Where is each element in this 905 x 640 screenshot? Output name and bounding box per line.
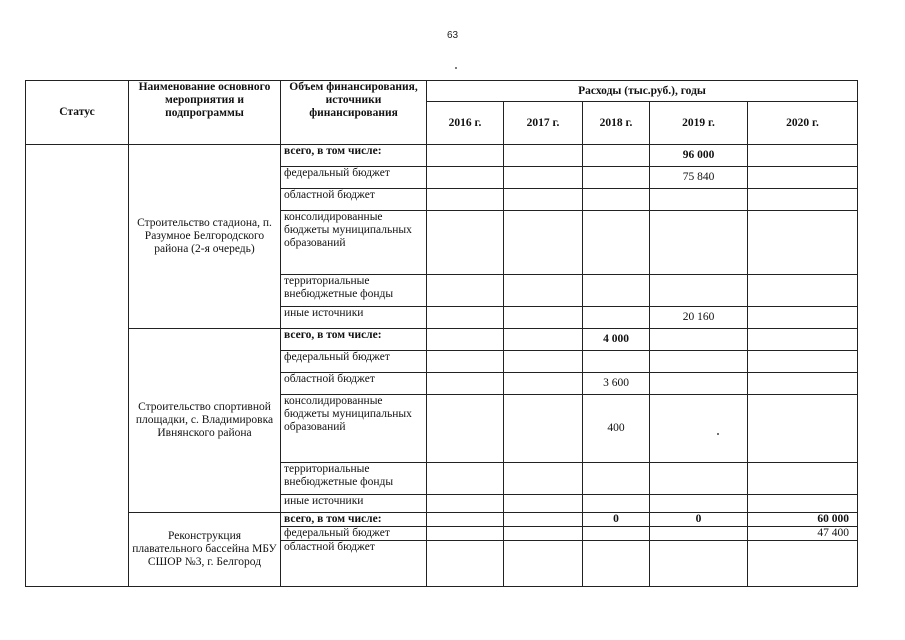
value-cell (583, 189, 650, 211)
funding-source: федеральный бюджет (281, 527, 427, 541)
value-cell (504, 145, 583, 167)
scan-speck (455, 67, 457, 69)
funding-source: консолидированные бюджеты муниципальных образований (281, 395, 427, 463)
header-year-2020: 2020 г. (748, 102, 858, 145)
value-cell (504, 463, 583, 495)
value-cell (748, 329, 858, 351)
funding-source: федеральный бюджет (281, 351, 427, 373)
value-cell: 96 000 (650, 145, 748, 167)
event-name: Строительство спортивной площадки, с. Владимировка Ивнянского района (129, 329, 281, 513)
value-cell (650, 373, 748, 395)
value-cell (427, 373, 504, 395)
value-cell (650, 527, 748, 541)
funding-source: территориальные внебюджетные фонды (281, 275, 427, 307)
funding-source: федеральный бюджет (281, 167, 427, 189)
value-cell (583, 463, 650, 495)
funding-source: консолидированные бюджеты муниципальных образований (281, 211, 427, 275)
value-cell (748, 275, 858, 307)
budget-table (25, 80, 858, 587)
value-cell (427, 395, 504, 463)
value-cell: 20 160 (650, 307, 748, 329)
value-cell (650, 211, 748, 275)
header-event: Наименование основного мероприятия и подпрограммы (129, 81, 281, 145)
value-cell (748, 211, 858, 275)
funding-source: областной бюджет (281, 189, 427, 211)
value-cell (650, 351, 748, 373)
value-cell (427, 275, 504, 307)
event-name: Реконструкция плавательного бассейна МБУ СШОР №3, г. Белгород (129, 513, 281, 587)
value-cell (427, 527, 504, 541)
value-cell (650, 395, 748, 463)
value-cell (748, 189, 858, 211)
value-cell (504, 373, 583, 395)
header-year-2016: 2016 г. (427, 102, 504, 145)
value-cell: 3 600 (583, 373, 650, 395)
value-cell (748, 373, 858, 395)
funding-source: территориальные внебюджетные фонды (281, 463, 427, 495)
value-cell (748, 495, 858, 513)
value-cell (427, 513, 504, 527)
value-cell (427, 307, 504, 329)
header-funding: Объем финансирования, источники финансирования (281, 81, 427, 145)
funding-source: всего, в том числе: (281, 145, 427, 167)
value-cell (427, 329, 504, 351)
value-cell (427, 463, 504, 495)
value-cell (504, 167, 583, 189)
value-cell (427, 495, 504, 513)
value-cell (583, 527, 650, 541)
value-cell (427, 351, 504, 373)
value-cell: 0 (650, 513, 748, 527)
value-cell (748, 307, 858, 329)
value-cell (504, 495, 583, 513)
value-cell (504, 541, 583, 587)
value-cell (650, 495, 748, 513)
value-cell (504, 513, 583, 527)
value-cell (748, 145, 858, 167)
funding-source: всего, в том числе: (281, 513, 427, 527)
value-cell (583, 145, 650, 167)
header-year-2017: 2017 г. (504, 102, 583, 145)
page-number: 63 (446, 30, 459, 41)
value-cell (748, 541, 858, 587)
funding-source: областной бюджет (281, 373, 427, 395)
header-year-2018: 2018 г. (583, 102, 650, 145)
table-row (26, 329, 858, 351)
value-cell (650, 541, 748, 587)
value-cell: 75 840 (650, 167, 748, 189)
value-cell (650, 329, 748, 351)
table-row (26, 145, 858, 167)
value-cell: 4 000 (583, 329, 650, 351)
status-cell (26, 145, 129, 587)
header-expenses: Расходы (тыс.руб.), годы (427, 81, 858, 102)
table-row (26, 513, 858, 527)
value-cell: 60 000 (748, 513, 858, 527)
header-year-2019: 2019 г. (650, 102, 748, 145)
value-cell: 0 (583, 513, 650, 527)
funding-source: всего, в том числе: (281, 329, 427, 351)
header-status: Статус (26, 81, 129, 145)
value-cell (583, 307, 650, 329)
value-cell (427, 167, 504, 189)
funding-source: областной бюджет (281, 541, 427, 587)
value-cell (748, 167, 858, 189)
value-cell (650, 189, 748, 211)
funding-source: иные источники (281, 307, 427, 329)
value-cell (583, 351, 650, 373)
value-cell (748, 395, 858, 463)
value-cell (583, 541, 650, 587)
value-cell (427, 211, 504, 275)
value-cell (650, 275, 748, 307)
value-cell (504, 351, 583, 373)
value-cell: 47 400 (748, 527, 858, 541)
value-cell (583, 211, 650, 275)
value-cell (748, 463, 858, 495)
value-cell (427, 541, 504, 587)
value-cell (504, 329, 583, 351)
value-cell (583, 275, 650, 307)
value-cell (504, 527, 583, 541)
event-name: Строительство стадиона, п. Разумное Белгородского района (2-я очередь) (129, 145, 281, 329)
value-cell (504, 189, 583, 211)
value-cell (583, 495, 650, 513)
value-cell (427, 145, 504, 167)
value-cell (504, 211, 583, 275)
value-cell (504, 307, 583, 329)
funding-source: иные источники (281, 495, 427, 513)
value-cell (748, 351, 858, 373)
value-cell (504, 395, 583, 463)
value-cell (650, 463, 748, 495)
value-cell: 400 (583, 395, 650, 463)
value-cell (427, 189, 504, 211)
value-cell (583, 167, 650, 189)
value-cell (504, 275, 583, 307)
